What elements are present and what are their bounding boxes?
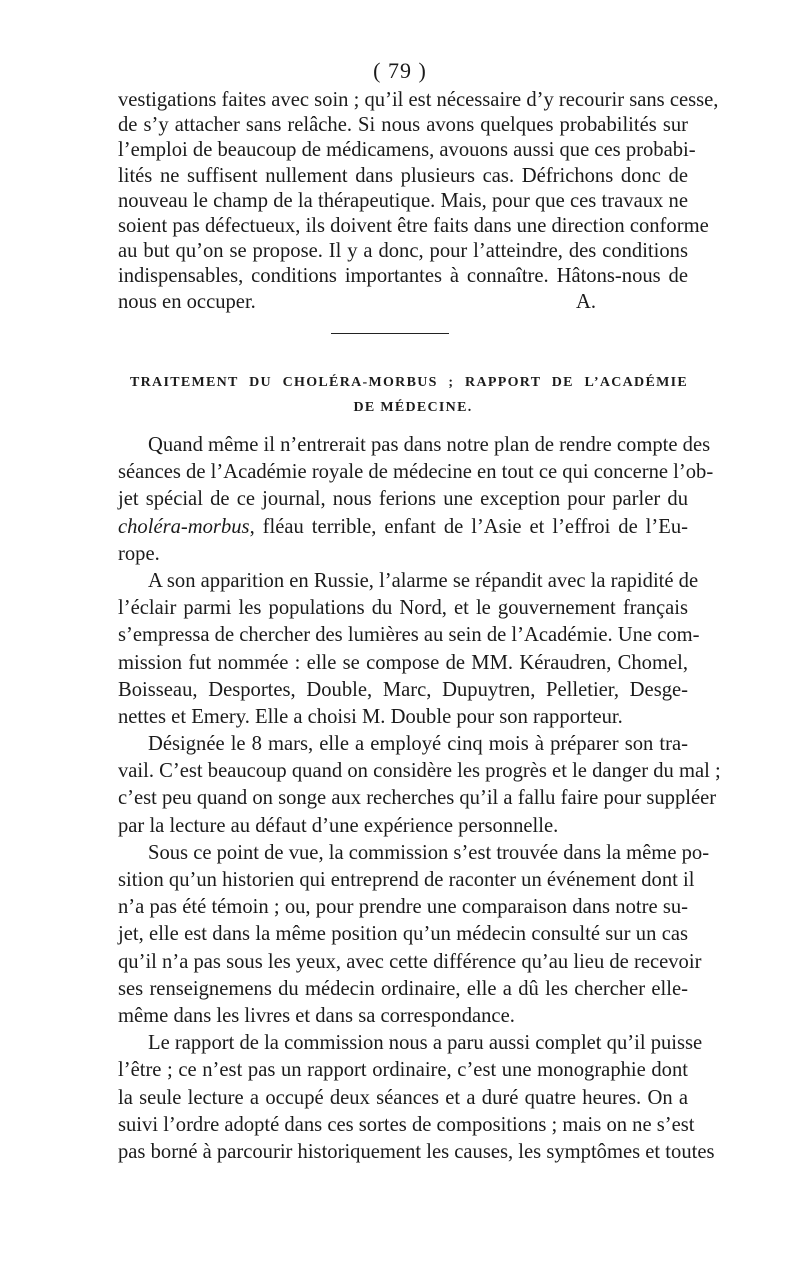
italic-term: choléra-morbus — [118, 515, 250, 538]
text-line: la seule lecture a occupé deux séances et a duré quatre heures. On a — [118, 1086, 688, 1109]
section-title-line: TRAITEMENT DU CHOLÉRA-MORBUS ; RAPPORT DE L’ACADÉMIE — [130, 375, 688, 390]
text-line: mission fut nommée : elle se compose de MM. Kéraudren, Chomel, — [118, 651, 688, 674]
text-line: Sous ce point de vue, la commission s’est trouvée dans la même po- — [148, 841, 710, 864]
text-line: séances de l’Académie royale de médecine en tout ce qui concerne l’ob- — [118, 461, 714, 484]
intro-paragraph — [118, 88, 719, 315]
text-line: c’est peu quand on songe aux recherches qu’il a fallu faire pour suppléer — [118, 787, 717, 810]
text-line: lités ne suffisent nullement dans plusieurs cas. Défrichons donc de — [118, 164, 688, 187]
section-divider — [331, 333, 449, 334]
text-line: A son apparition en Russie, l’alarme se répandit avec la rapidité de — [148, 569, 699, 592]
text-line: pas borné à parcourir historiquement les causes, les symptômes et toutes — [118, 1140, 715, 1163]
text-line: au but qu’on se propose. Il y a donc, pour l’atteindre, des conditions — [118, 240, 688, 263]
text-line: jet spécial de ce journal, nous ferions une exception pour parler du — [118, 488, 688, 511]
text-line: vestigations faites avec soin ; qu’il est nécessaire d’y recourir sans cesse, — [118, 89, 719, 111]
text-line: indispensables, conditions importantes à connaître. Hâtons-nous de — [118, 265, 688, 288]
text-line: l’éclair parmi les populations du Nord, et le gouvernement français — [118, 597, 688, 620]
text-line: Désignée le 8 mars, elle a employé cinq mois à préparer son tra- — [148, 733, 688, 756]
text-line: sition qu’un historien qui entreprend de raconter un événement dont il — [118, 869, 695, 891]
text-line: l’emploi de beaucoup de médicamens, avouons aussi que ces probabi- — [118, 139, 696, 162]
text-line: rope. — [118, 542, 160, 565]
report-body — [118, 432, 721, 1166]
text-line: Quand même il n’entrerait pas dans notre plan de rendre compte des — [148, 434, 711, 456]
text-line: s’empressa de chercher des lumières au sein de l’Académie. Une com- — [118, 624, 700, 647]
text-line: par la lecture au défaut d’une expérience personnelle. — [118, 814, 559, 837]
text-line: nous en occuper. — [118, 290, 256, 313]
text-line: qu’il n’a pas sous les yeux, avec cette différence qu’au lieu de recevoir — [118, 950, 702, 973]
author-signature: A. — [575, 290, 596, 313]
text-line: l’être ; ce n’est pas un rapport ordinaire, c’est une monographie dont — [118, 1059, 688, 1082]
text-fragment: , fléau terrible, enfant de l’Asie et l’effroi de l’Eu- — [249, 515, 688, 538]
text-line: n’a pas été témoin ; ou, pour prendre une comparaison dans notre su- — [118, 896, 688, 919]
text-line: nouveau le champ de la thérapeutique. Mais, pour que ces travaux ne — [118, 189, 688, 212]
text-line: vail. C’est beaucoup quand on considère les progrès et le danger du mal ; — [118, 760, 721, 783]
text-line: ses renseignemens du médecin ordinaire, elle a dû les chercher elle- — [118, 977, 688, 1000]
text-line: suivi l’ordre adopté dans ces sortes de compositions ; mais on ne s’est — [118, 1113, 695, 1136]
text-line: Le rapport de la commission nous a paru aussi complet qu’il puisse — [148, 1032, 703, 1055]
section-title-line: DE MÉDECINE. — [353, 400, 473, 415]
text-line: même dans les livres et dans sa correspondance. — [118, 1004, 515, 1027]
signoff-line — [118, 290, 688, 315]
page-number: ( 79 ) — [373, 58, 427, 83]
text-line: jet, elle est dans la même position qu’un médecin consulté sur un cas — [118, 923, 688, 946]
section-title — [118, 370, 688, 420]
text-line — [118, 514, 688, 541]
text-line: nettes et Emery. Elle a choisi M. Double pour son rapporteur. — [118, 705, 623, 728]
text-line: soient pas défectueux, ils doivent être faits dans une direction conforme — [118, 214, 709, 237]
text-line: Boisseau, Desportes, Double, Marc, Dupuytren, Pelletier, Desge- — [118, 678, 688, 701]
text-line: de s’y attacher sans relâche. Si nous avons quelques probabilités sur — [118, 114, 688, 137]
